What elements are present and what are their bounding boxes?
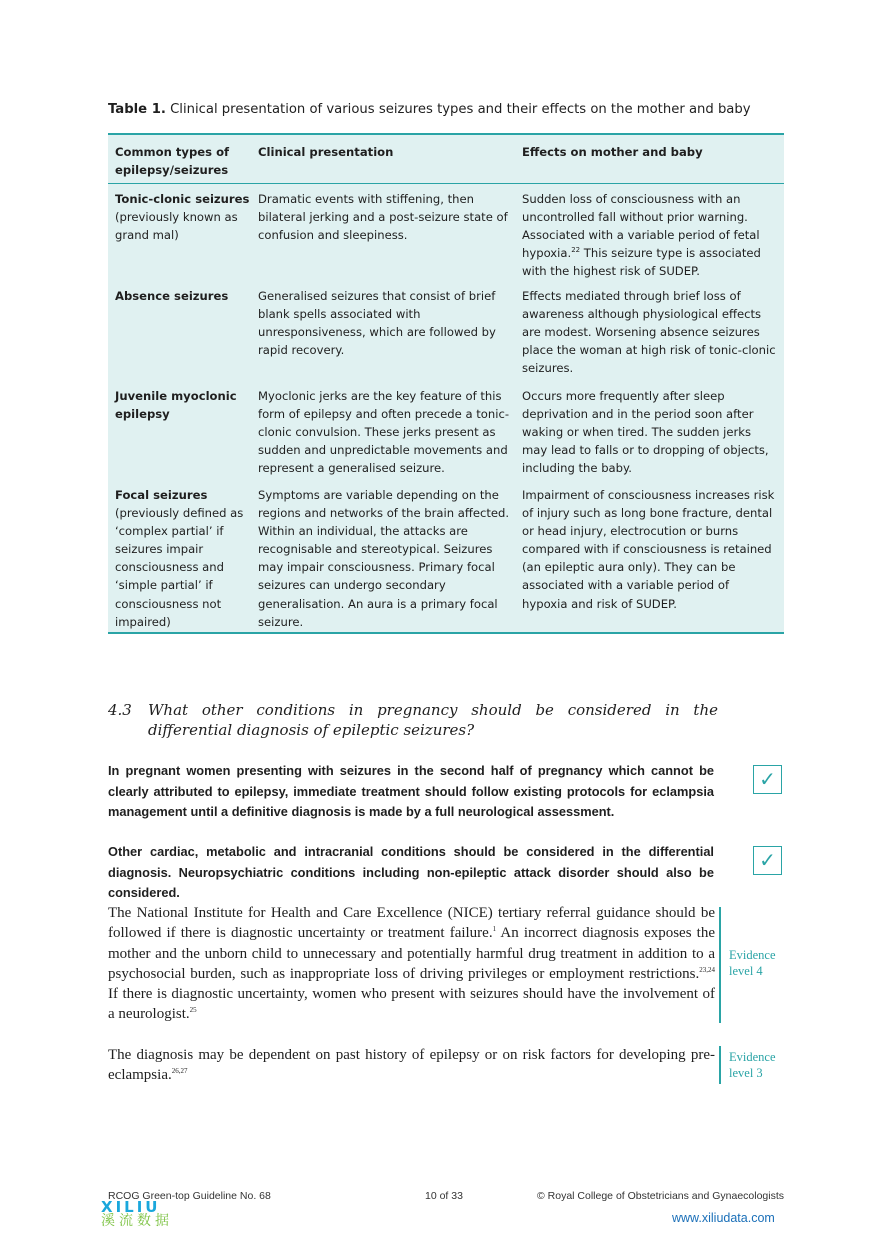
effects-cell: Effects mediated through brief loss of awareness although physiological effects are modest. Worsening absence seizures place the woman at high risk of tonic-clonic seizures. <box>522 289 776 376</box>
seizure-type-cell <box>108 287 252 382</box>
evidence-level: level 4 <box>729 964 763 978</box>
seizure-type-name: Juvenile myoclonic epilepsy <box>115 389 237 422</box>
header-clinical-presentation: Clinical presentation <box>258 145 394 159</box>
reference-marker: 25 <box>189 1006 197 1015</box>
seizure-table <box>108 133 784 634</box>
table-caption <box>108 101 784 119</box>
effects-text: Sudden loss of consciousness with an uncontrolled fall without prior warning. Associated with a variable period of fetal hypoxia. <box>522 192 760 261</box>
effects-cell: Occurs more frequently after sleep deprivation and in the period soon after waking or when tired. The sudden jerks may lead to falls or to dropping of objects, including the baby. <box>522 389 769 476</box>
seizure-type-cell <box>108 387 252 481</box>
presentation-cell: Symptoms are variable depending on the regions and networks of the brain affected. Within an individual, the attacks are recognisable and stereotypical. Seizures may impair consciousness. Primary focal seizures can undergo secondary generalisation. An aura is a primary focal seizure. <box>258 488 510 629</box>
section-title: What other conditions in pregnancy should be considered in the differential diagnosis of epileptic seizures? <box>148 701 718 739</box>
presentation-cell: Myoclonic jerks are the key feature of this form of epilepsy and often precede a tonic-clonic convulsion. These jerks present as sudden and unpredictable movements and represent a generalised seizure. <box>258 389 510 476</box>
table-row <box>108 382 784 481</box>
evidence-label: Evidence <box>729 948 776 962</box>
presentation-cell: Dramatic events with stiffening, then bilateral jerking and a post-seizure state of confusion and sleepiness. <box>258 192 508 243</box>
footer-page-number: 10 of 33 <box>425 1190 463 1202</box>
good-practice-check-icon: ✓ <box>753 846 782 875</box>
recommendation-text: Other cardiac, metabolic and intracranial conditions should be considered in the differential diagnosis. Neuropsychiatric conditions including non-epileptic attack disorder should also be considered. <box>108 844 714 900</box>
presentation-cell: Generalised seizures that consist of brief blank spells associated with unresponsiveness, which are followed by rapid recovery. <box>258 289 496 358</box>
table-row <box>108 282 784 382</box>
header-effects: Effects on mother and baby <box>522 145 703 159</box>
paragraph-text: The National Institute for Health and Care Excellence (NICE) tertiary referral guidance should be followed if there is diagnostic uncertainty or treatment failure. <box>108 905 715 942</box>
effects-text-continued: This seizure type is associated with the highest risk of SUDEP. <box>522 246 761 279</box>
evidence-label: Evidence <box>729 1050 776 1064</box>
watermark-chinese-text: 溪流数据 <box>101 1213 173 1229</box>
reference-marker: 23,24 <box>699 965 715 974</box>
evidence-level-label <box>719 907 799 1023</box>
paragraph-text: An incorrect diagnosis exposes the mother and the unborn child to unnecessary and potentially harmful drug treatment in addition to a psychosocial burden, such as inappropriate loss of driving privileges or employment restrictions. <box>108 925 715 982</box>
section-number: 4.3 <box>108 701 132 719</box>
seizure-type-name: Tonic-clonic seizures <box>115 192 250 206</box>
reference-marker: 22 <box>571 246 581 255</box>
good-practice-check-icon: ✓ <box>753 765 782 794</box>
seizure-type-cell <box>108 190 252 282</box>
table-row <box>108 481 784 632</box>
effects-cell: Impairment of consciousness increases risk of injury such as long bone fracture, dental or head injury, electrocution or burns compared with if consciousness is retained (an epileptic aura only). They can be associated with a variable period of hypoxia and risk of SUDEP. <box>522 488 775 611</box>
seizure-type-cell <box>108 486 252 632</box>
seizure-type-note: (previously known as grand mal) <box>115 210 238 243</box>
evidence-level: level 3 <box>729 1066 763 1080</box>
table-row <box>108 184 784 282</box>
watermark-logo <box>101 1199 185 1229</box>
seizure-type-name: Focal seizures <box>115 488 208 502</box>
watermark-logo-text: XILIU <box>101 1198 161 1216</box>
footer-guideline-name: RCOG Green-top Guideline No. 68 <box>108 1190 271 1202</box>
body-paragraph <box>108 903 715 1025</box>
paragraph-text: If there is diagnostic uncertainty, women who present with seizures should have the involvement of a neurologist. <box>108 986 715 1023</box>
header-seizure-type: Common types of epilepsy/seizures <box>115 145 230 177</box>
recommendation-text: In pregnant women presenting with seizures in the second half of pregnancy which cannot be clearly attributed to epilepsy, immediate treatment should follow existing protocols for eclampsia management until a definitive diagnosis is made by a full neurological assessment. <box>108 763 714 819</box>
table-caption-label: Table 1. <box>108 102 166 117</box>
watermark-url: www.xiliudata.com <box>672 1211 775 1225</box>
body-paragraph <box>108 1045 715 1086</box>
paragraph-text: The diagnosis may be dependent on past history of epilepsy or on risk factors for developing pre-eclampsia. <box>108 1047 715 1084</box>
seizure-type-note: (previously defined as ‘complex partial’ if seizures impair consciousness and ‘simple partial’ if consciousness not impaired) <box>115 506 244 629</box>
reference-marker: 26,27 <box>171 1067 188 1076</box>
table-header-row <box>108 135 784 184</box>
seizure-type-name: Absence seizures <box>115 289 229 303</box>
section-heading <box>108 700 718 740</box>
evidence-level-label <box>719 1046 799 1084</box>
reference-marker: 1 <box>492 925 497 934</box>
table-caption-text: Clinical presentation of various seizures types and their effects on the mother and baby <box>165 102 751 117</box>
footer-copyright: © Royal College of Obstetricians and Gynaecologists <box>537 1190 785 1202</box>
effects-cell <box>517 190 784 282</box>
